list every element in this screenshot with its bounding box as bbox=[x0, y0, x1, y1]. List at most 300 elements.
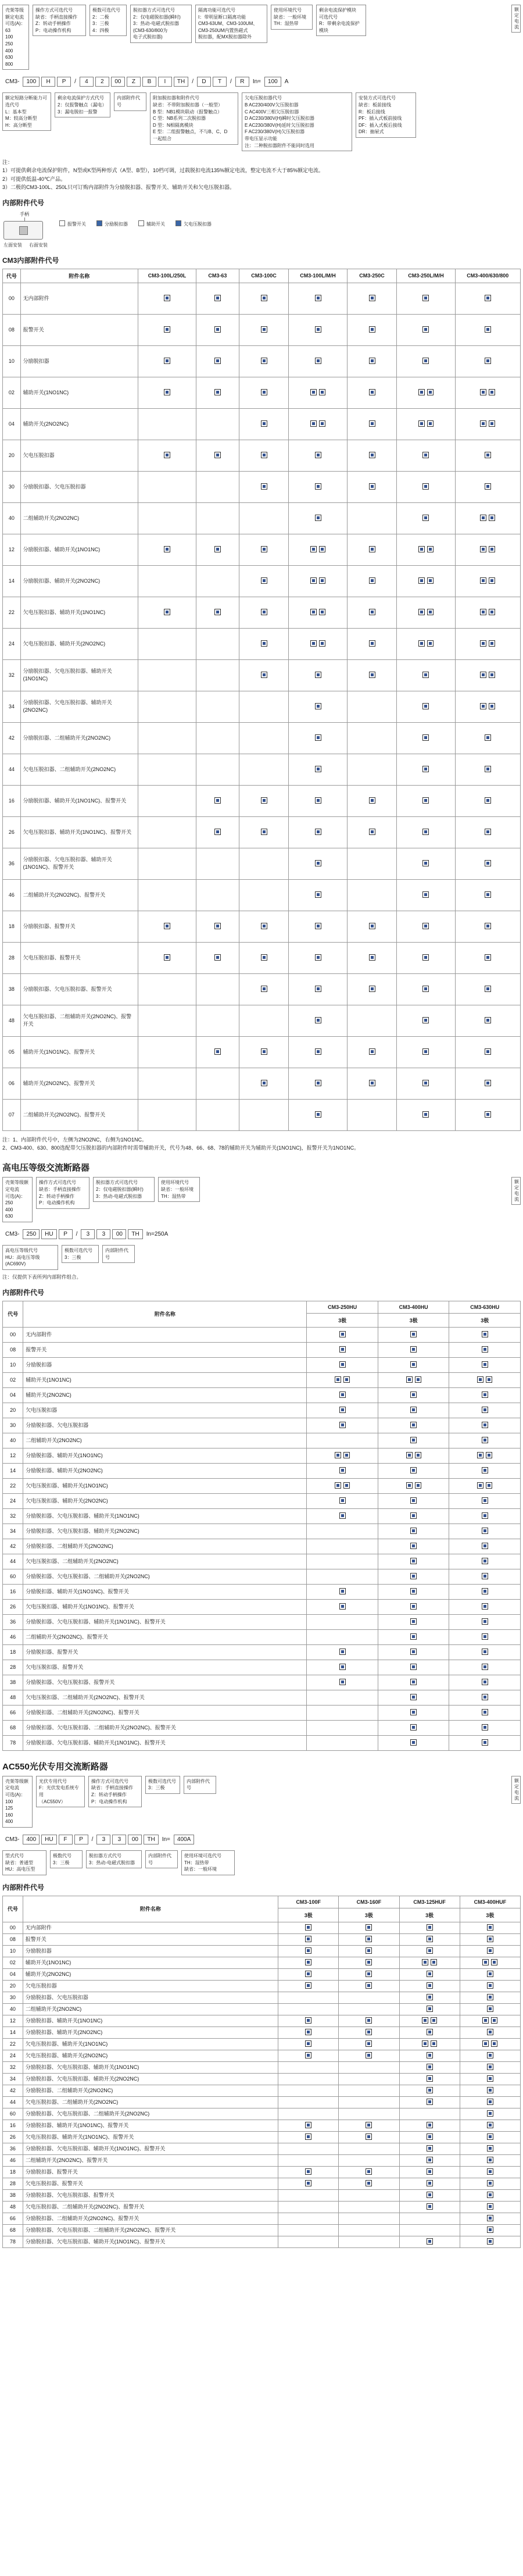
availability-cell bbox=[455, 911, 520, 942]
availability-cell bbox=[449, 1599, 521, 1614]
accessory-table bbox=[2, 1896, 521, 2248]
availability-cell bbox=[278, 2026, 339, 2038]
availability-mark bbox=[491, 2040, 497, 2047]
availability-mark bbox=[164, 954, 170, 961]
availability-cell bbox=[455, 283, 520, 314]
accessory-code-cell: 68 bbox=[3, 2224, 23, 2236]
model-code-segment: 2 bbox=[95, 77, 109, 87]
pole-subheader: 3极 bbox=[339, 1908, 399, 1922]
availability-mark bbox=[366, 1971, 372, 1977]
availability-mark bbox=[366, 1959, 372, 1965]
availability-cell bbox=[307, 1660, 378, 1675]
availability-mark bbox=[427, 2133, 433, 2140]
diagram-box-line: 400 bbox=[5, 48, 13, 53]
availability-cell bbox=[138, 283, 196, 314]
availability-mark bbox=[427, 2168, 433, 2175]
availability-mark bbox=[315, 1017, 321, 1023]
table-header-row bbox=[3, 269, 521, 283]
accessory-name-cell: 欠电压脱扣器、二组辅助开关(2NO2NC)、报警开关 bbox=[23, 1690, 307, 1705]
availability-mark bbox=[315, 452, 321, 458]
table-row bbox=[3, 1327, 521, 1342]
accessory-code-cell: 28 bbox=[3, 2178, 23, 2189]
availability-cell bbox=[460, 2108, 520, 2120]
accessory-code-cell: 20 bbox=[3, 1980, 23, 1992]
availability-cell bbox=[455, 628, 520, 659]
availability-cell bbox=[449, 1539, 521, 1554]
availability-cell bbox=[307, 1448, 378, 1463]
availability-cell bbox=[460, 2096, 520, 2108]
accessory-name-cell: 辅助开关(1NO1NC) bbox=[20, 377, 138, 408]
table-row bbox=[3, 1968, 521, 1980]
availability-cell bbox=[138, 1068, 196, 1099]
availability-cell bbox=[378, 1403, 449, 1418]
diagram-box-line: 脱扣器方式可选代号 bbox=[96, 1180, 138, 1186]
diagram-box-line: 剩余电流保护模块 bbox=[319, 8, 356, 13]
accessory-name-cell: 报警开关 bbox=[23, 1933, 278, 1945]
availability-cell bbox=[239, 911, 289, 942]
availability-cell bbox=[378, 1372, 449, 1387]
accessory-name-cell: 分励脱扣器、欠电压脱扣器、辅助开关(1NO1NC)、报警开关 bbox=[20, 848, 138, 879]
diagram-box-line: HU：高电压等级(AC690V) bbox=[5, 1254, 40, 1267]
diagram-box-line: （AC550V） bbox=[39, 1799, 66, 1804]
model-column-header: CM3-630HU bbox=[449, 1301, 521, 1313]
availability-cell bbox=[289, 628, 347, 659]
diagram-box-bottom-3 bbox=[150, 92, 238, 144]
model-code-segment: A bbox=[284, 79, 289, 85]
availability-mark bbox=[315, 1080, 321, 1086]
table-row bbox=[3, 1099, 521, 1130]
accessory-code-cell: 26 bbox=[3, 2131, 23, 2143]
availability-cell bbox=[239, 816, 289, 848]
table-row bbox=[3, 1584, 521, 1599]
model-code-segment: / bbox=[192, 79, 194, 85]
diagram-box-line: F：光伏发电系统专用 bbox=[39, 1785, 79, 1797]
table-row bbox=[3, 1524, 521, 1539]
availability-mark bbox=[369, 954, 375, 961]
availability-cell bbox=[449, 1327, 521, 1342]
availability-mark bbox=[339, 1407, 346, 1413]
accessory-code-cell: 40 bbox=[3, 2003, 23, 2015]
accessory-code-cell: 12 bbox=[3, 1448, 23, 1463]
availability-cell bbox=[138, 816, 196, 848]
availability-cell bbox=[138, 691, 196, 722]
table-row bbox=[3, 1418, 521, 1433]
availability-cell bbox=[339, 1992, 399, 2003]
accessory-code-cell: 00 bbox=[3, 283, 21, 314]
diagram-box-top-0 bbox=[2, 1776, 33, 1828]
availability-cell bbox=[378, 1554, 449, 1569]
model-code-segment: 100 bbox=[23, 77, 40, 87]
availability-mark bbox=[406, 1452, 413, 1458]
availability-cell bbox=[278, 2120, 339, 2131]
availability-cell bbox=[196, 816, 239, 848]
table-row bbox=[3, 597, 521, 628]
accessory-name-cell: 二组辅助开关(2NO2NC)、报警开关 bbox=[23, 2154, 278, 2166]
availability-mark bbox=[214, 546, 221, 552]
accessory-name-cell: 二组辅助开关(2NO2NC)、报警开关 bbox=[20, 1099, 138, 1130]
accessory-name-cell: 分励脱扣器、欠电压脱扣器、二组辅助开关(2NO2NC) bbox=[23, 2108, 278, 2120]
availability-mark bbox=[427, 609, 434, 615]
availability-cell bbox=[378, 1599, 449, 1614]
accessory-code-cell: 14 bbox=[3, 2026, 23, 2038]
availability-cell bbox=[378, 1735, 449, 1750]
table-row bbox=[3, 1068, 521, 1099]
diagram-box-top-0 bbox=[2, 1177, 33, 1222]
availability-mark bbox=[339, 1679, 346, 1685]
diagram-box-line: 欠电压脱扣器代号 bbox=[245, 95, 282, 101]
legend-item bbox=[96, 220, 128, 227]
availability-mark bbox=[482, 2017, 489, 2024]
accessory-code-cell: 38 bbox=[3, 973, 21, 1005]
diagram-box-line: 3：热动-电磁式脱扣器 bbox=[96, 1193, 142, 1199]
availability-cell bbox=[399, 1992, 460, 2003]
availability-mark bbox=[261, 797, 267, 804]
diagram-box-line: 3：三极 bbox=[92, 21, 109, 27]
availability-cell bbox=[449, 1463, 521, 1478]
availability-cell bbox=[460, 1980, 520, 1992]
accessory-name-cell: 欠电压脱扣器、辅助开关(1NO1NC) bbox=[20, 597, 138, 628]
model-column-header: CM3-250HU bbox=[307, 1301, 378, 1313]
availability-mark bbox=[422, 829, 429, 835]
availability-mark bbox=[427, 2006, 433, 2012]
availability-cell bbox=[289, 597, 347, 628]
availability-cell bbox=[455, 345, 520, 377]
availability-mark bbox=[315, 734, 321, 741]
availability-mark bbox=[431, 2040, 437, 2047]
availability-cell bbox=[289, 440, 347, 471]
pv-table-heading: 内部附件代号 bbox=[2, 1883, 45, 1892]
availability-mark bbox=[261, 986, 267, 992]
availability-mark bbox=[422, 1017, 429, 1023]
diagram-box-line: 电子式脱扣器) bbox=[133, 34, 163, 40]
availability-cell bbox=[307, 1720, 378, 1735]
accessory-name-cell: 欠电压脱扣器、二组辅助开关(2NO2NC) bbox=[23, 2096, 278, 2108]
table-row bbox=[3, 1705, 521, 1720]
availability-mark bbox=[487, 2215, 493, 2221]
availability-cell bbox=[196, 628, 239, 659]
accessory-code-cell: 28 bbox=[3, 1660, 23, 1675]
diagram-box-line: 缺省：板前接线 bbox=[359, 102, 391, 108]
accessory-name-cell: 分励脱扣器、辅助开关(1NO1NC) bbox=[20, 534, 138, 565]
availability-mark bbox=[487, 1994, 493, 2000]
availability-cell bbox=[460, 2154, 520, 2166]
availability-mark bbox=[214, 954, 221, 961]
breaker-handle bbox=[19, 226, 28, 235]
availability-cell bbox=[278, 2003, 339, 2015]
availability-cell bbox=[378, 1342, 449, 1357]
diagram-box-line: 脱扣器方式可选代号 bbox=[133, 8, 175, 13]
model-code-segment: D bbox=[197, 77, 211, 87]
accessory-code-cell: 36 bbox=[3, 2143, 23, 2154]
availability-mark bbox=[485, 986, 491, 992]
accessory-name-cell: 分励脱扣器、二组辅助开关(2NO2NC)、报警开关 bbox=[23, 2213, 278, 2224]
column-header: CM3-100L/250L bbox=[138, 269, 196, 283]
availability-cell bbox=[449, 1508, 521, 1524]
availability-cell bbox=[460, 1992, 520, 2003]
availability-cell bbox=[289, 1005, 347, 1036]
availability-cell bbox=[196, 502, 239, 534]
accessory-code-cell: 22 bbox=[3, 2038, 23, 2050]
availability-cell bbox=[138, 659, 196, 691]
diagram-box-line: M：较高分断型 bbox=[5, 116, 37, 122]
accessory-code-cell: 78 bbox=[3, 2236, 23, 2247]
availability-mark bbox=[410, 1739, 417, 1746]
availability-mark bbox=[487, 2180, 493, 2186]
availability-mark bbox=[422, 515, 429, 521]
diagram-box-line: 3：三极 bbox=[65, 1254, 81, 1260]
availability-mark bbox=[422, 483, 429, 490]
diagram-box-line: 光伏专用代号 bbox=[39, 1778, 67, 1784]
accessory-name-cell: 无内部附件 bbox=[23, 1327, 307, 1342]
availability-cell bbox=[460, 2120, 520, 2131]
availability-cell bbox=[378, 1675, 449, 1690]
pole-subheader: 3极 bbox=[278, 1908, 339, 1922]
pole-subheader: 3极 bbox=[449, 1313, 521, 1327]
availability-cell bbox=[397, 1068, 455, 1099]
availability-mark bbox=[427, 2122, 433, 2128]
availability-mark bbox=[410, 1573, 417, 1579]
accessory-name-cell: 欠电压脱扣器、二组辅助开关(2NO2NC) bbox=[20, 754, 138, 785]
accessory-code-cell: 00 bbox=[3, 1327, 23, 1342]
accessory-code-cell: 18 bbox=[3, 1644, 23, 1660]
accessory-code-cell: 24 bbox=[3, 628, 21, 659]
availability-cell bbox=[196, 942, 239, 973]
diagram-box-line: 型式代号 bbox=[5, 1853, 24, 1858]
diagram-box-bottom-1 bbox=[55, 92, 110, 117]
accessory-name-cell: 分励脱扣器、二组辅助开关(2NO2NC) bbox=[23, 1539, 307, 1554]
table-row bbox=[3, 2224, 521, 2236]
diagram-box-line: 操作方式可选代号 bbox=[39, 1180, 76, 1186]
availability-mark bbox=[315, 829, 321, 835]
diagram-box-line: 额定短路分断能力可选代号 bbox=[5, 95, 47, 108]
availability-mark bbox=[164, 358, 170, 364]
availability-mark bbox=[410, 1709, 417, 1715]
availability-cell bbox=[239, 440, 289, 471]
table-row bbox=[3, 1720, 521, 1735]
availability-mark bbox=[310, 420, 317, 427]
availability-cell bbox=[399, 2213, 460, 2224]
table-row bbox=[3, 973, 521, 1005]
model-code-segment: TH bbox=[174, 77, 188, 87]
diagram-box-line: 额定电流 bbox=[514, 1778, 519, 1801]
availability-cell bbox=[307, 1372, 378, 1387]
accessory-name-cell: 分励脱扣器、欠电压脱扣器、辅助开关(1NO1NC)、报警开关 bbox=[23, 2236, 278, 2247]
diagram-box-line: 缺省：一般环境 bbox=[161, 1187, 194, 1193]
availability-mark bbox=[339, 1331, 346, 1337]
diagram-box-line: TH：湿热带 bbox=[161, 1193, 186, 1199]
column-header: CM3-250L/M/H bbox=[397, 269, 455, 283]
accessory-code-cell: 04 bbox=[3, 1387, 23, 1403]
diagram-box-line: 操作方式可选代号 bbox=[35, 8, 73, 13]
availability-mark bbox=[214, 389, 221, 395]
availability-cell bbox=[307, 1387, 378, 1403]
availability-cell bbox=[455, 1099, 520, 1130]
availability-mark bbox=[369, 640, 375, 647]
availability-mark bbox=[335, 1452, 341, 1458]
availability-cell bbox=[278, 2131, 339, 2143]
table-row bbox=[3, 722, 521, 754]
cm3-table-heading: CM3内部附件代号 bbox=[2, 256, 59, 265]
availability-cell bbox=[460, 1957, 520, 1968]
model-code-segment: B bbox=[142, 77, 156, 87]
availability-cell bbox=[289, 1068, 347, 1099]
diagram-box-line: 壳架等级额定电流 bbox=[5, 1180, 28, 1193]
availability-mark bbox=[477, 1452, 483, 1458]
accessory-name-cell: 无内部附件 bbox=[23, 1922, 278, 1933]
table-row bbox=[3, 1036, 521, 1068]
legend-color-swatch bbox=[138, 220, 144, 226]
accessory-name-cell: 二组辅助开关(2NO2NC) bbox=[23, 1433, 307, 1448]
table-row bbox=[3, 2096, 521, 2108]
availability-mark bbox=[487, 2087, 493, 2093]
accessory-code-cell: 66 bbox=[3, 1705, 23, 1720]
diagram-box-line: P：电动操作机构 bbox=[39, 1200, 75, 1206]
diagram-box-top-3 bbox=[130, 5, 192, 43]
availability-cell bbox=[339, 2026, 399, 2038]
availability-cell bbox=[196, 377, 239, 408]
availability-cell bbox=[138, 1099, 196, 1130]
diagram-box-line: HU：高电压型 bbox=[5, 1867, 35, 1872]
availability-mark bbox=[485, 326, 491, 333]
table-row bbox=[3, 471, 521, 502]
availability-cell bbox=[196, 691, 239, 722]
availability-cell bbox=[196, 565, 239, 597]
availability-mark bbox=[422, 2040, 428, 2047]
availability-cell bbox=[449, 1614, 521, 1629]
availability-mark bbox=[482, 1603, 488, 1610]
availability-cell bbox=[399, 1933, 460, 1945]
availability-cell bbox=[196, 722, 239, 754]
model-code-segment: 3 bbox=[81, 1229, 95, 1239]
availability-cell bbox=[397, 565, 455, 597]
availability-cell bbox=[399, 2189, 460, 2201]
availability-cell bbox=[460, 2015, 520, 2026]
diagram-box-line: 250 bbox=[5, 1200, 13, 1206]
availability-mark bbox=[214, 295, 221, 301]
availability-cell bbox=[278, 2038, 339, 2050]
accessory-name-cell: 二组辅助开关(2NO2NC) bbox=[23, 2003, 278, 2015]
availability-mark bbox=[427, 2064, 433, 2070]
accessory-code-cell: 18 bbox=[3, 911, 21, 942]
note-item: 2）可提供低温-40℃产品。 bbox=[2, 176, 66, 182]
availability-mark bbox=[482, 1709, 488, 1715]
availability-mark bbox=[485, 295, 491, 301]
diagram-box-top-3 bbox=[158, 1177, 200, 1202]
accessory-name-cell: 分励脱扣器、辅助开关(1NO1NC) bbox=[23, 1448, 307, 1463]
legend-label: 辅助开关 bbox=[146, 221, 165, 227]
availability-cell bbox=[289, 659, 347, 691]
availability-cell bbox=[347, 345, 397, 377]
availability-cell bbox=[278, 2201, 339, 2213]
availability-mark bbox=[480, 546, 486, 552]
availability-mark bbox=[261, 609, 267, 615]
availability-cell bbox=[339, 2015, 399, 2026]
availability-cell bbox=[397, 440, 455, 471]
accessory-name-cell: 欠电压脱扣器、二组辅助开关(2NO2NC)、报警开关 bbox=[20, 1005, 138, 1036]
availability-mark bbox=[487, 2133, 493, 2140]
availability-mark bbox=[315, 797, 321, 804]
diagram2-note: 注：仅提供下表所列内部附件组合。 bbox=[2, 1273, 82, 1280]
availability-cell bbox=[455, 973, 520, 1005]
diagram-box-line: I：带明显断口隔离功能 bbox=[198, 14, 246, 20]
availability-cell bbox=[138, 345, 196, 377]
availability-cell bbox=[347, 314, 397, 345]
availability-cell bbox=[460, 2061, 520, 2073]
model-code-segment: 3 bbox=[96, 1835, 110, 1844]
availability-cell bbox=[449, 1735, 521, 1750]
table-row bbox=[3, 283, 521, 314]
diagram-box-line: 3：三极 bbox=[53, 1860, 70, 1865]
diagram-box-top-7 bbox=[511, 5, 521, 33]
availability-cell bbox=[196, 534, 239, 565]
table-row bbox=[3, 942, 521, 973]
availability-cell bbox=[339, 1957, 399, 1968]
availability-cell bbox=[196, 1036, 239, 1068]
availability-cell bbox=[239, 973, 289, 1005]
diagram-box-line: 一起组合 bbox=[153, 135, 171, 141]
availability-cell bbox=[239, 534, 289, 565]
accessory-name-cell: 分励脱扣器、二组辅助开关(2NO2NC)、报警开关 bbox=[23, 1705, 307, 1720]
availability-mark bbox=[480, 577, 486, 584]
availability-cell bbox=[239, 848, 289, 879]
model-code-segment: T bbox=[213, 77, 227, 87]
availability-mark bbox=[410, 1543, 417, 1549]
availability-mark bbox=[164, 546, 170, 552]
pole-subheader: 3极 bbox=[399, 1908, 460, 1922]
availability-cell bbox=[339, 1945, 399, 1957]
availability-cell bbox=[289, 377, 347, 408]
availability-cell bbox=[460, 2224, 520, 2236]
availability-cell bbox=[378, 1463, 449, 1478]
availability-mark bbox=[487, 2064, 493, 2070]
diagram-box-line: 极数可选代号 bbox=[148, 1778, 176, 1784]
availability-mark bbox=[418, 577, 425, 584]
availability-mark bbox=[343, 1452, 350, 1458]
availability-cell bbox=[399, 2038, 460, 2050]
diagram-box-line: 缺省：手柄直接操作 bbox=[35, 14, 77, 20]
availability-cell bbox=[378, 1493, 449, 1508]
accessory-code-cell: 02 bbox=[3, 1957, 23, 1968]
accessory-name-cell: 分励脱扣器、辅助开关(1NO1NC)、报警开关 bbox=[23, 1584, 307, 1599]
table-row bbox=[3, 2189, 521, 2201]
diagram-box-bottom-2 bbox=[102, 1245, 135, 1263]
availability-mark bbox=[315, 986, 321, 992]
availability-cell bbox=[239, 659, 289, 691]
diagram2-top-boxes bbox=[2, 1177, 521, 1222]
availability-mark bbox=[315, 954, 321, 961]
availability-cell bbox=[397, 534, 455, 565]
availability-mark bbox=[310, 609, 317, 615]
availability-mark bbox=[482, 1633, 488, 1640]
availability-cell bbox=[399, 2120, 460, 2131]
availability-mark bbox=[482, 1512, 488, 1519]
availability-mark bbox=[214, 829, 221, 835]
legend-item bbox=[59, 220, 86, 227]
model-column-header: CM3-400HU bbox=[378, 1301, 449, 1313]
availability-cell bbox=[138, 534, 196, 565]
table-row bbox=[3, 1629, 521, 1644]
availability-mark bbox=[485, 923, 491, 929]
accessory-section-heading: 内部附件代号 bbox=[2, 198, 45, 207]
availability-cell bbox=[460, 2026, 520, 2038]
diagram-box-top-3 bbox=[145, 1776, 180, 1794]
accessory-name-cell: 欠电压脱扣器、辅助开关(1NO1NC)、报警开关 bbox=[20, 816, 138, 848]
availability-cell bbox=[339, 2236, 399, 2247]
availability-mark bbox=[485, 358, 491, 364]
availability-mark bbox=[410, 1588, 417, 1594]
availability-mark bbox=[366, 2029, 372, 2035]
table-row bbox=[3, 2166, 521, 2178]
